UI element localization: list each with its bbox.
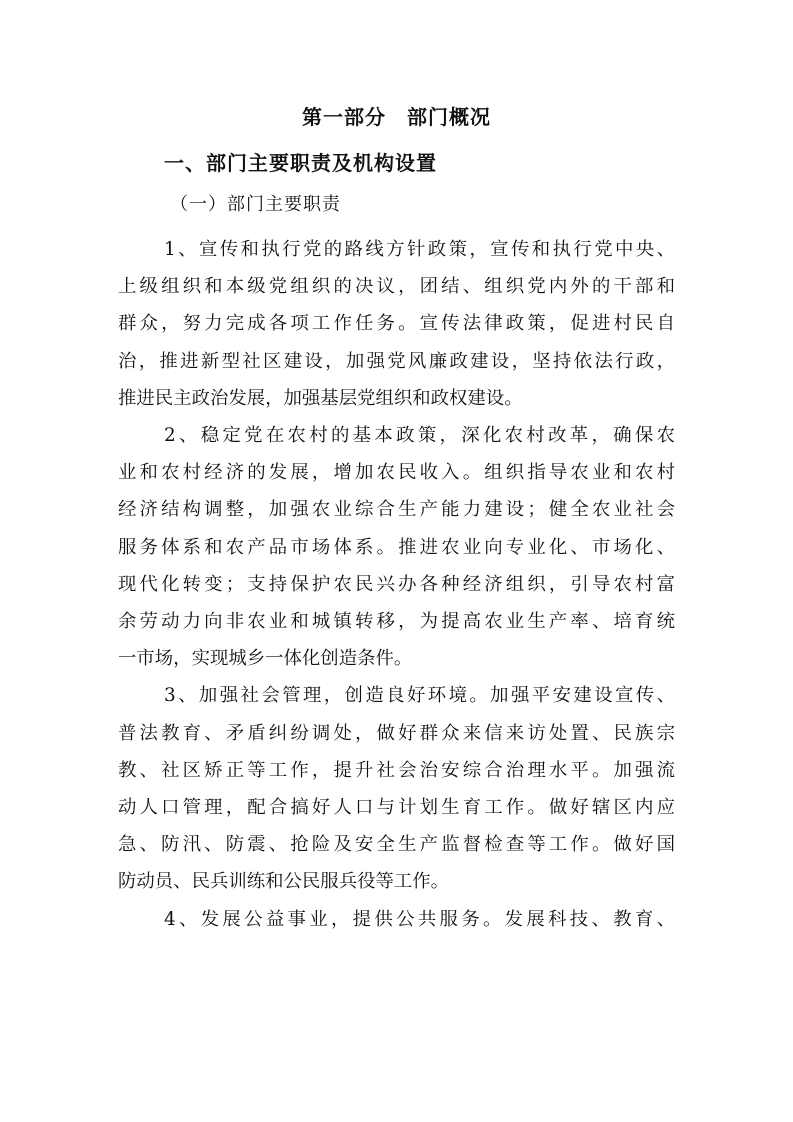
paragraph-4	[118, 901, 675, 938]
text-line: 业和农村经济的发展，增加农民收入。组织指导农业和农村	[118, 462, 675, 484]
body-text	[118, 231, 675, 938]
text-line: 余劳动力向非农业和城镇转移，为提高农业生产率、培育统	[118, 611, 675, 633]
text-line: 服务体系和农产品市场体系。推进农业向专业化、市场化、	[118, 536, 675, 558]
text-line: 上级组织和本级党组织的决议，团结、组织党内外的干部和	[118, 276, 675, 298]
text-line: 2、稳定党在农村的基本政策，深化农村改革，确保农	[164, 425, 675, 447]
page-title: 第一部分 部门概况	[302, 105, 491, 129]
text-line: 教、社区矫正等工作，提升社会治安综合治理水平。加强流	[118, 759, 675, 781]
section-heading: 一、部门主要职责及机构设置	[164, 151, 437, 175]
paragraph-1	[118, 231, 675, 417]
text-line: 经济结构调整，加强农业综合生产能力建设；健全农业社会	[118, 499, 675, 521]
paragraph-2	[118, 417, 675, 677]
text-line: 4、发展公益事业，提供公共服务。发展科技、教育、	[164, 908, 675, 930]
text-line: 3、加强社会管理，创造良好环境。加强平安建设宣传、	[164, 685, 675, 707]
subsection-heading: （一）部门主要职责	[170, 194, 341, 215]
text-line: 动人口管理，配合搞好人口与计划生育工作。做好辖区内应	[118, 797, 675, 819]
text-line: 普法教育、矛盾纠纷调处，做好群众来信来访处置、民族宗	[118, 722, 675, 744]
text-line: 治，推进新型社区建设，加强党风廉政建设，坚持依法行政，	[118, 350, 675, 372]
paragraph-3	[118, 677, 675, 900]
text-line: 现代化转变；支持保护农民兴办各种经济组织，引导农村富	[118, 573, 675, 595]
text-line: 防动员、民兵训练和公民服兵役等工作。	[118, 871, 450, 893]
text-line: 1、宣传和执行党的路线方针政策，宣传和执行党中央、	[164, 239, 675, 260]
text-line: 一市场，实现城乡一体化创造条件。	[118, 648, 413, 670]
text-line: 急、防汛、防震、抢险及安全生产监督检查等工作。做好国	[118, 834, 675, 856]
text-line: 推进民主政治发展，加强基层党组织和政权建设。	[118, 387, 523, 409]
text-line: 群众，努力完成各项工作任务。宣传法律政策，促进村民自	[118, 313, 675, 335]
